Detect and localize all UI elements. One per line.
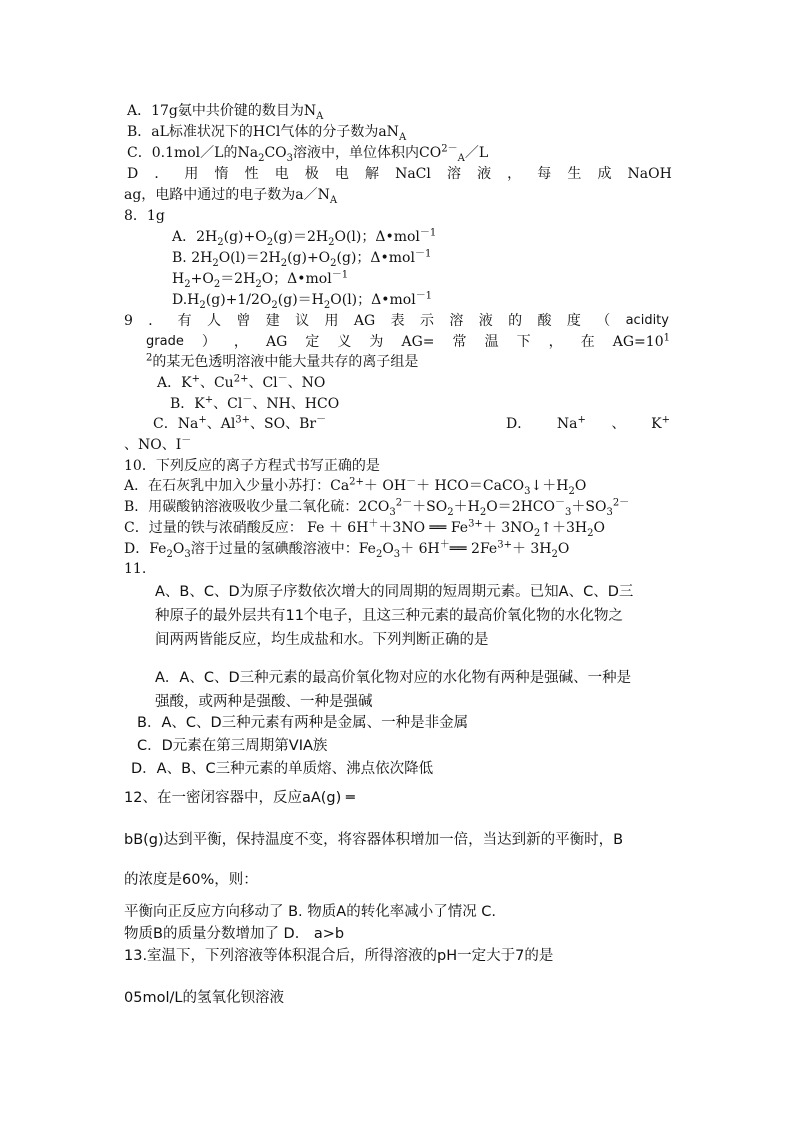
q10-option-d: D．$Fe_2O_3$溶于过量的氢碘酸溶液中：$Fe_2O_3+$ 6H＋══ $2Fe^{3+}+ 3H_2O$ (124, 539, 570, 560)
q11-option-d: D．A、B、C三种元素的单质熔、沸点依次降低 (131, 761, 434, 777)
q7-option-b: B．aL标准状况下的HCl气体的分子数为$aN_A$ (127, 124, 407, 143)
q7-option-c: C．0.1mol／L的$Na_2CO_3$溶液中，单位体积内$CO^{2-}_A/L$ (127, 143, 489, 164)
q9-option-c: C．Na+、$Al^{3+}$、SO、Br－ (153, 414, 327, 432)
q9-stem-line3: $^2$的某无色透明溶液中能大量共存的离子组是 (146, 352, 419, 370)
q12-line5: 物质B的质量分数增加了 D． a>b (124, 926, 345, 942)
q10-head: 10．下列反应的离子方程式书写正确的是 (124, 458, 380, 474)
q11-head: 11. (124, 561, 147, 577)
q12-line3: 的浓度是60%，则： (124, 872, 258, 888)
q12-line4: 平衡向正反应方向移动了 B. 物质A的转化率减小了情况 C. (124, 904, 497, 920)
q13-line2: 05mol/L的氢氧化钡溶液 (124, 990, 284, 1006)
q9-option-d-line2: 、NO、I－ (124, 435, 192, 453)
q11-option-c: C．D元素在第三周期第VIA族 (137, 738, 328, 754)
q10-option-a: A．在石灰乳中加入少量小苏打：$Ca^{2+}+ OH^-+$ $HCO=CaCO_3↓+H_2O$ (124, 476, 587, 497)
q9-stem-line2: grade ） ， AG 定 义 为 AG= 常 温 下 ， 在 $AG=10^1$ (146, 332, 670, 350)
q7-option-d-line2: ag，电路中通过的电子数为$a/N_A$ (124, 187, 338, 206)
q7-option-a: A．17g氨中共价键的数目为$N_A$ (127, 103, 324, 122)
q10-option-c: C．过量的铁与浓硝酸反应： Fe ＋ 6H＋＋3NO ══ $Fe^{3+}+$ $3NO_2↑+3H_2O$ (124, 518, 605, 539)
q13-head: 13.室温下，下列溶液等体积混合后，所得溶液的pH一定大于7的是 (124, 948, 554, 964)
q9-option-d: D． Na+ 、 K+ (506, 414, 670, 432)
q12-line2: bB(g)达到平衡，保持温度不变，将容器体积增加一倍，当达到新的平衡时，B (124, 832, 624, 848)
q11-option-a-line1: A．A、C、D三种元素的最高价氧化物对应的水化物有两种是强碱、一种是 (155, 670, 632, 686)
q8-head: 8．1g (124, 208, 165, 224)
q11-stem-line2: 种原子的最外层共有11个电子，且这三种元素的最高价氧化物的水化物之 (155, 608, 623, 624)
q9-stem-line1: 9 ． 有 人 曾 建 议 用 AG 表 示 溶 液 的 酸 度 （ acidity (124, 313, 669, 329)
q11-stem-line1: A、B、C、D为原子序数依次增大的同周期的短周期元素。已知A、C、D三 (155, 584, 634, 600)
q7-option-d: D ． 用 惰 性 电 极 电 解 NaCl 溶 液 ， 每 生 成 NaOH (127, 166, 672, 182)
q11-option-a-line2: 强酸，或两种是强酸、一种是强碱 (155, 694, 373, 710)
q8-option-d: $D.H_2(g)+1/2O_2(g)=H_2O(l)$；Δ•mol$^{-1}$ (172, 290, 433, 311)
q11-option-b: B．A、C、D三种元素有两种是金属、一种是非金属 (137, 715, 469, 731)
q8-option-a: A．$2H_2(g)+O_2(g)=2H_2O(l)$；Δ•mol$^{-1}$ (172, 227, 437, 248)
q10-option-b: B．用碳酸钠溶液吸收少量二氧化硫：$2CO_3^{2-}+SO_2+H_2O=2HCO^-_3+SO_3^{2-}$ (124, 497, 630, 518)
q9-option-b: B．K+、Cl－、NH、HCO (170, 394, 340, 412)
q8-option-c: $H_2+O_2=2H_2O$；Δ•mol$^{-1}$ (172, 269, 349, 290)
q12-head: 12、在一密闭容器中，反应aA(g) ═ (124, 790, 355, 806)
q11-stem-line3: 间两两皆能反应，均生成盐和水。下列判断正确的是 (155, 632, 489, 648)
q9-option-a: A．K+、$Cu^{2+}$、Cl－、NO (157, 373, 326, 391)
q8-option-b: B. $2H_2O(l)=2H_2(g)+O_2(g)$；Δ•mol$^{-1}$ (172, 248, 432, 269)
